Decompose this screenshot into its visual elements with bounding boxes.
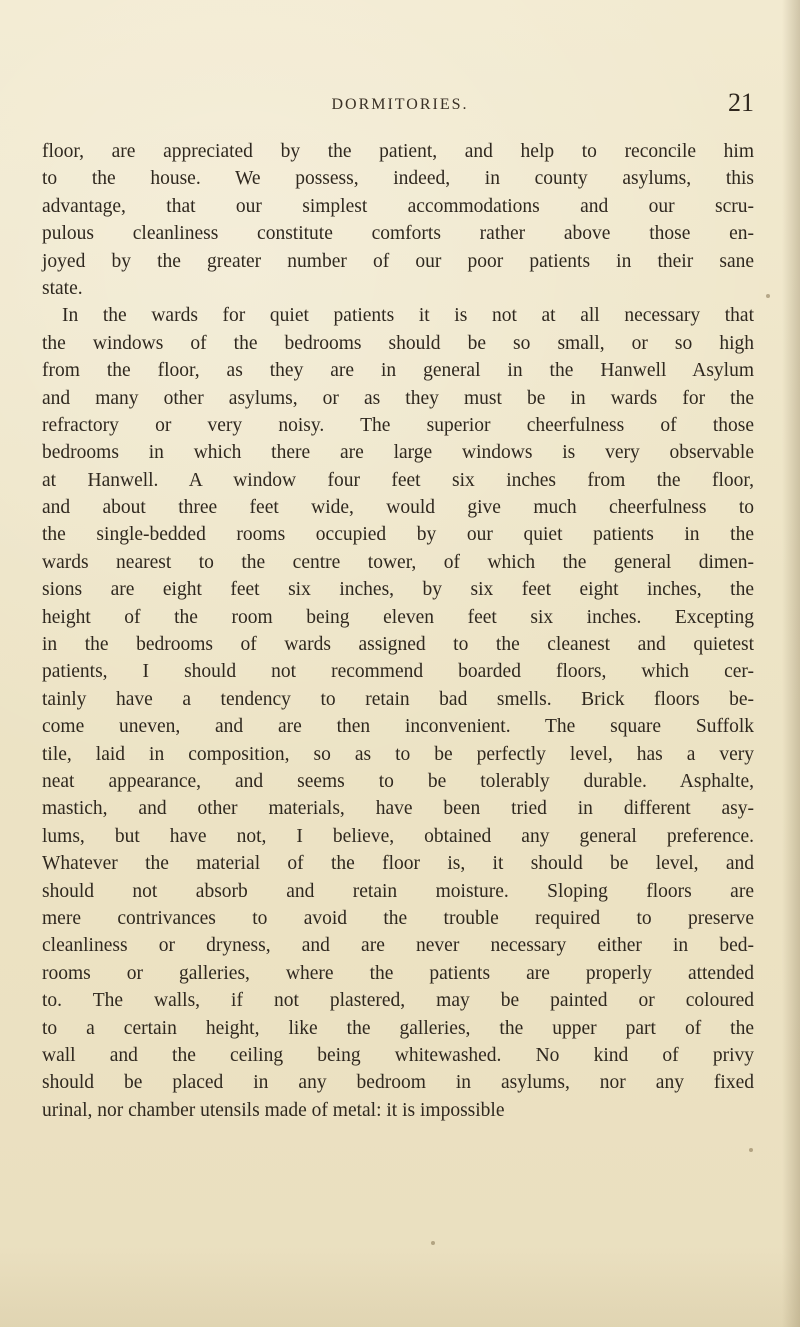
text-line-1: floor, are appreciated by the patient, and help to reconcile him xyxy=(42,141,754,162)
text-line-14: and about three feet wide, would give much cheerfulness to xyxy=(42,497,754,519)
paper-speck xyxy=(749,1148,753,1152)
text-line-26: lums, but have not, I believe, obtained any general preference. xyxy=(42,825,754,847)
text-line-13: at Hanwell. A window four feet six inches from the floor, xyxy=(42,469,754,491)
page-header xyxy=(44,88,756,128)
text-line-21: tainly have a tendency to retain bad smells. Brick floors be- xyxy=(42,688,754,710)
text-line-20: patients, I should not recommend boarded floors, which cer- xyxy=(42,661,754,683)
text-line-31: rooms or galleries, where the patients are properly attended xyxy=(42,962,754,984)
text-line-9: from the floor, as they are in general in the Hanwell Asylum xyxy=(42,360,754,382)
text-line-12: bedrooms in which there are large windows is very observable xyxy=(42,442,754,464)
text-line-34: wall and the ceiling being whitewashed. No kind of privy xyxy=(42,1044,754,1066)
text-line-17: sions are eight feet six inches, by six feet eight inches, the xyxy=(42,579,754,601)
text-line-11: refractory or very noisy. The superior cheerfulness of those xyxy=(42,414,754,436)
text-line-28: should not absorb and retain moisture. Sloping floors are xyxy=(42,880,754,902)
text-line-4: pulous cleanliness constitute comforts rather above those en- xyxy=(42,223,754,245)
text-line-16: wards nearest to the centre tower, of which the general dimen- xyxy=(42,551,754,573)
text-line-24: neat appearance, and seems to be tolerably durable. Asphalte, xyxy=(42,770,754,792)
body-text xyxy=(42,138,754,1248)
text-line-5: joyed by the greater number of our poor patients in their sane xyxy=(42,250,754,272)
text-line-23: tile, laid in composition, so as to be perfectly level, has a very xyxy=(42,743,754,765)
page-number: 21 xyxy=(728,88,754,117)
text-line-19: in the bedrooms of wards assigned to the cleanest and quietest xyxy=(42,634,754,656)
text-line-7: In the wards for quiet patients it is not at all necessary that xyxy=(62,305,754,327)
text-line-35: should be placed in any bedroom in asylums, nor any fixed xyxy=(42,1072,754,1094)
text-line-36: urinal, nor chamber utensils made of metal: it is impossible xyxy=(42,1099,505,1121)
text-line-8: the windows of the bedrooms should be so small, or so high xyxy=(42,332,754,354)
text-line-10: and many other asylums, or as they must be in wards for the xyxy=(42,387,754,409)
paper-speck xyxy=(431,1241,435,1245)
running-head: DORMITORIES. xyxy=(331,96,469,113)
paper-speck xyxy=(766,294,770,298)
text-line-32: to. The walls, if not plastered, may be painted or coloured xyxy=(42,990,754,1012)
text-line-33: to a certain height, like the galleries, the upper part of the xyxy=(42,1017,754,1039)
text-line-18: height of the room being eleven feet six inches. Excepting xyxy=(42,606,754,628)
page-bottom-shadow xyxy=(0,1247,800,1327)
text-line-15: the single-bedded rooms occupied by our quiet patients in the xyxy=(42,524,754,546)
text-line-6: state. xyxy=(42,277,83,299)
text-line-3: advantage, that our simplest accommodations and our scru- xyxy=(42,195,754,217)
text-line-27: Whatever the material of the floor is, it should be level, and xyxy=(42,853,754,875)
text-line-29: mere contrivances to avoid the trouble required to preserve xyxy=(42,907,754,929)
page-edge-shadow xyxy=(782,0,800,1327)
text-line-25: mastich, and other materials, have been tried in different asy- xyxy=(42,798,754,820)
text-line-30: cleanliness or dryness, and are never necessary either in bed- xyxy=(42,935,754,957)
text-line-2: to the house. We possess, indeed, in county asylums, this xyxy=(42,168,754,190)
text-line-22: come uneven, and are then inconvenient. The square Suffolk xyxy=(42,716,754,738)
